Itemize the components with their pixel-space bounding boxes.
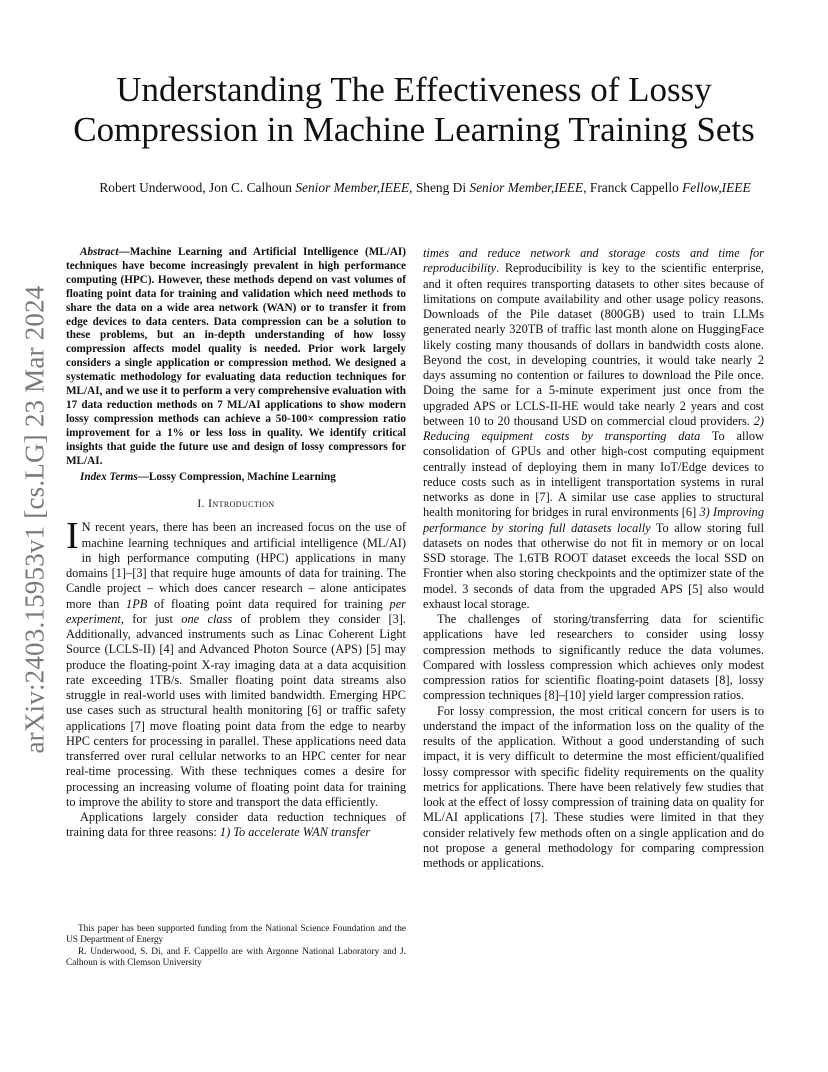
author-names-2: , Sheng Di bbox=[409, 180, 470, 195]
author-names-1: Robert Underwood, Jon C. Calhoun bbox=[99, 180, 296, 195]
paper-title: Understanding The Effectiveness of Lossy Compression in Machine Learning Training Sets bbox=[73, 70, 755, 149]
intro-p1-emph-1: 1PB bbox=[126, 596, 148, 611]
left-column bbox=[66, 246, 406, 841]
author-role-1: Senior Member,IEEE bbox=[295, 180, 410, 195]
right-p1-text-b: To allow consolidation of GPUs and other high-cost computing equipment centrally instead of deploying them in many IoT/Edge devices to reduce costs such as in intelligent transportation systems in rural networks as done in [7]. A similar use case applies to structural health monitoring for bridges in rural environments [6] bbox=[423, 429, 764, 520]
right-p1-emph-2: 2) Reducing equipment costs by transporting data bbox=[423, 413, 764, 443]
right-p1-text-c: To allow storing full datasets on nodes that otherwise do not fit in memory or on local SSD storage. The 1.6TB ROOT dataset exceeds the local SSD on Frontier when also storing checkpoints and the optimizer state of the model. 3 seconds of data from the upgraded APS [5] also would exhaust local storage. bbox=[423, 520, 764, 611]
footnote-affiliations: R. Underwood, S. Di, and F. Cappello are with Argonne National Laboratory and J. Calhoun is with Clemson University bbox=[66, 947, 406, 968]
abstract-text: —Machine Learning and Artificial Intelligence (ML/AI) techniques have become increasingly prevalent in high performance computing (HPC). However, these methods depend on vast volumes of floating point data for training and validation which need methods to share the data on a wide area network (WAN) or to transfer it from edge devices to data centers. Data compression can be a solution to these problems, but an in-depth understanding of how lossy compression affects model quality is needed. Prior work largely considers a single application or compression method. We designed a systematic methodology for evaluating data reduction techniques for ML/AI, and we use it to perform a very comprehensive evaluation with 17 data reduction methods on 7 ML/AI applications to show modern lossy compression methods can achieve a 50-100× compression ratio improvement for a 1% or less loss in quality. We identify critical insights that guide the future use and design of lossy compressors for ML/AI. bbox=[66, 246, 406, 467]
abstract-label: Abstract bbox=[80, 246, 119, 258]
intro-paragraph-2 bbox=[66, 810, 406, 841]
author-role-2: Senior Member,IEEE bbox=[469, 180, 584, 195]
intro-p1-text-d: of problem they consider [3]. Additionally, advanced instruments such as Linac Coherent Light Source (LCLS-II) [4] and Advanced Photon Source (APS) [5] may produce the floating-point X-ray imaging data at a data acquisition rate exceeding 1TB/s. Smaller floating point data streams also struggle in real-world uses with limited bandwidth. Emerging HPC use cases such as structural health monitoring [6] or traffic safety applications [7] move floating point data from the edge to nearby HPC centers for processing in parallel. These applications need data transferred over rural cellular networks to an HPC center for near real-time processing. With these techniques comes a desire for processing an increasing volume of floating point data for training to improve the ability to store and transport the data efficiently. bbox=[66, 611, 406, 809]
right-p1-text-a: . Reproducibility is key to the scientific enterprise, and it often requires transporting datasets to other sites because of limitations on compute availability and other usage policy reasons. Downloads of the Pile dataset (800GB) used to train LLMs generated nearly 320TB of traffic last month alone on HuggingFace likely costing many thousands of dollars in bandwidth costs alone. Beyond the cost, in developing countries, it would take nearly 2 days assuming no contention or failures to download the Pile once. Doing the same for a 5-minute experiment just once from the upgraded APS or LCLS-II-HE would take nearly 2 years and cost between 10 to 20 thousand USD on commercial cloud providers. bbox=[423, 261, 764, 428]
arxiv-identifier-text: arXiv:2403.15953v1 [cs.LG] 23 Mar 2024 bbox=[19, 284, 50, 754]
author-names-3: , Franck Cappello bbox=[583, 180, 683, 195]
section-heading-introduction: I. Introduction bbox=[197, 498, 275, 511]
right-p1-emph-3: 3) Improving performance by storing full datasets locally bbox=[423, 505, 764, 535]
right-paragraph-3: For lossy compression, the most critical concern for users is to understand the impact of the information loss on the quality of the results of the application. Without a good understanding of such impact, it is very difficult to determine the most efficient/qualified lossy compressor with specific fidelity requirements on the quality metrics for applications. There have been relatively few studies that look at the effect of lossy compression of training data on quality for ML/AI applications [7]. These studies were limited in that they consider relatively few methods often on a single application and do not propose a general methodology for comparing compression methods or applications. bbox=[423, 703, 764, 870]
abstract bbox=[66, 246, 406, 469]
intro-p1-text-c: , for just bbox=[120, 611, 182, 626]
footnote-funding: This paper has been supported funding from the National Science Foundation and the US Department of Energy bbox=[66, 924, 406, 945]
right-paragraph-1 bbox=[423, 246, 764, 612]
author-list bbox=[60, 180, 790, 196]
index-terms bbox=[66, 471, 406, 485]
intro-p2-text: Applications largely consider data reduction techniques of training data for three reasons: bbox=[66, 810, 406, 840]
intro-paragraph-1 bbox=[66, 515, 406, 810]
arxiv-identifier bbox=[21, 278, 49, 760]
intro-p1-text-a: N recent years, there has been an increased focus on the use of machine learning techniques and artificial intelligence (ML/AI) in high performance computing (HPC) applications in many domains [1]–[3] that require huge amounts of data for training. The Candle project – which does cancer research – alone anticipates more than bbox=[66, 520, 406, 611]
index-terms-label: Index Terms bbox=[80, 470, 138, 483]
right-p1-emph-1: times and reduce network and storage costs and time for reproducibility bbox=[423, 246, 764, 276]
author-role-3: Fellow,IEEE bbox=[682, 180, 751, 195]
index-terms-text: —Lossy Compression, Machine Learning bbox=[137, 470, 336, 483]
right-column bbox=[423, 246, 764, 871]
right-paragraph-2: The challenges of storing/transferring data for scientific applications have led researchers to consider using lossy compression methods to significantly reduce the data volumes. Compared with lossless compression which achieves only modest compression ratios for scientific floating-point datasets [8], lossy compression techniques [8]–[10] yield larger compression ratios. bbox=[423, 612, 764, 703]
intro-p2-emph: 1) To accelerate WAN transfer bbox=[219, 825, 371, 840]
intro-p1-emph-3: one class bbox=[181, 611, 233, 626]
drop-cap: I bbox=[66, 515, 79, 558]
intro-p1-emph-2: per experiment bbox=[66, 596, 406, 626]
footnotes bbox=[66, 924, 406, 970]
intro-p1-text-b: of floating point data required for training bbox=[147, 596, 390, 611]
